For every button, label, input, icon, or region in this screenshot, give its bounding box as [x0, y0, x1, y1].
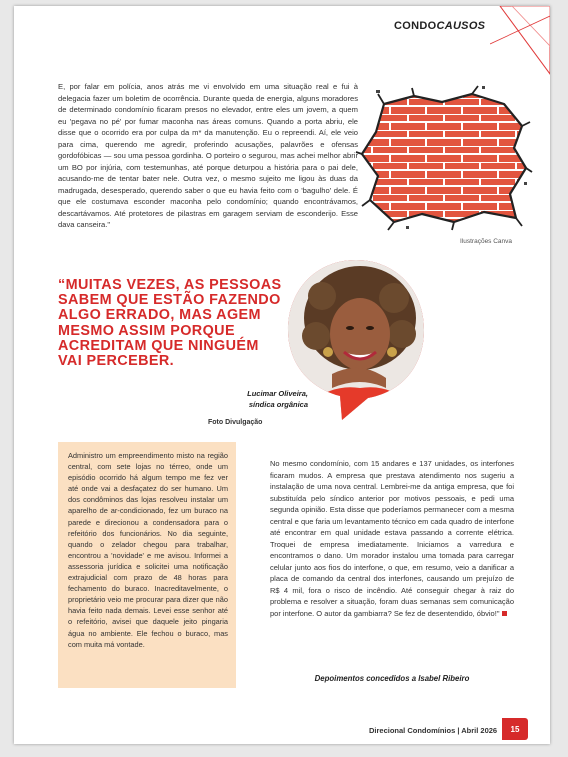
magazine-page — [14, 6, 550, 744]
end-mark-icon — [502, 611, 507, 616]
section-title: CONDOCAUSOS — [394, 20, 486, 32]
page-number: 15 — [502, 718, 528, 740]
right-paragraph-text: No mesmo condomínio, com 15 andares e 137 unidades, os interfones ficaram mudos. A empresa que prestava atendimento nos sugeriu a instalação de uma nova central. Lembrei-me da antiga empresa, que foi substituída pelo síndico anterior por motivos pessoais, e pedi uma segunda opinião. Esta disse que poderíamos permanecer com a mesma central e que faria um levantamento técnico em cada quadro de interfone até encontrar em qual unidade estava passando a corrente elétrica. Troquei de empresa imediatamente. Iniciamos a varredura e encontramos o dano. Um morador instalou uma tomada para carregar celular junto aos fios do interfone, o que, em resumo, veio a danificar a placa de comando da central dos interfones, causando um prejuízo de R$ 4 mil, fora o risco de incêndio. Até conseguir chegar à raiz do problema e resolver a situação, foram duas semanas sem comunicação por interfone. O autor da gambiarra? Se fez de desentendido, óbvio!" — [270, 459, 514, 618]
box-paragraph: Administro um empreendimento misto na região central, com sete lojas no térreo, onde um episódio ocorrido há algum tempo me fez ver até onde vai a desfaçatez do ser humano. Um dos condôminos das lojas resolveu instalar um aparelho de ar-condicionado, fez um buraco na parede e direcionou a condensadora para o refeitório dos funcionários. No dia seguinte, quando o zelador chegou para trabalhar, encontrou a 'novidade' e me avisou. Informei a assessoria jurídica e solicitei uma notificação extrajudicial com prazo de 48 horas para fechamento do buraco. Inacreditavelmente, o proprietário veio me procurar para dizer que não havia feito nada demais. Levei esse senhor até o refeitório, avisei que daquele jeito pingaria água no ambiente. Ele fechou o buraco, mas com muita má vontade. — [68, 451, 228, 649]
photo-credit: Foto Divulgação — [208, 419, 263, 426]
brick-wall-illustration — [354, 82, 534, 234]
pull-quote: “MUITAS VEZES, AS PESSOAS SABEM QUE ESTÃO FAZENDO ALGO ERRADO, MAS AGEM MESMO ASSIM PORQUE ACREDITAM QUE NINGUÉM VAI PERCEBER. — [58, 277, 282, 370]
person-role: síndica orgânica — [248, 400, 308, 409]
footer-magazine: Direcional Condomínios | Abril 2026 — [369, 726, 498, 735]
person-attribution — [198, 388, 308, 410]
interview-credits: Depoimentos concedidos a Isabel Ribeiro — [314, 674, 470, 683]
corner-triangle-decoration — [490, 6, 550, 78]
intro-paragraph: E, por falar em polícia, anos atrás me vi envolvido em uma situação real e fui à delegacia fazer um boletim de ocorrência. Durante queda de energia, alguns moradores de determinado condomínio ficaram presos no elevador, entre eles um jovem, a quem eu 'pegava no pé' por fumar maconha nas áreas comuns. Quando a porta abriu, ele disse que o ocorrido era por culpa da m* da manutenção. Eu o repreendi. Aí, ele veio para cima, querendo me agredir, proferindo acusações, palavrões e ofensas gordofóbicas — sou uma pessoa gordinha. O porteiro o segurou, mas achei melhor abrir um BO por injúria, com testemunhas, até porque deturpou a história para o pai dele, acusando-me de tentar bater nele. Outra vez, o mesmo sujeito me ligou às duas da madrugada, desesperado, querendo saber o que eu havia feito com o 'bagulho' dele. É que ele costumava esconder maconha pelo condomínio; quando encontrávamos, descartávamos. Até protetores de pilastras em garagem serviam de esconderijo. Esse dava canseira." — [58, 82, 358, 229]
illustration-credit: Ilustrações Canva — [460, 238, 513, 245]
right-paragraph — [270, 458, 514, 619]
person-name: Lucimar Oliveira, — [247, 389, 308, 398]
